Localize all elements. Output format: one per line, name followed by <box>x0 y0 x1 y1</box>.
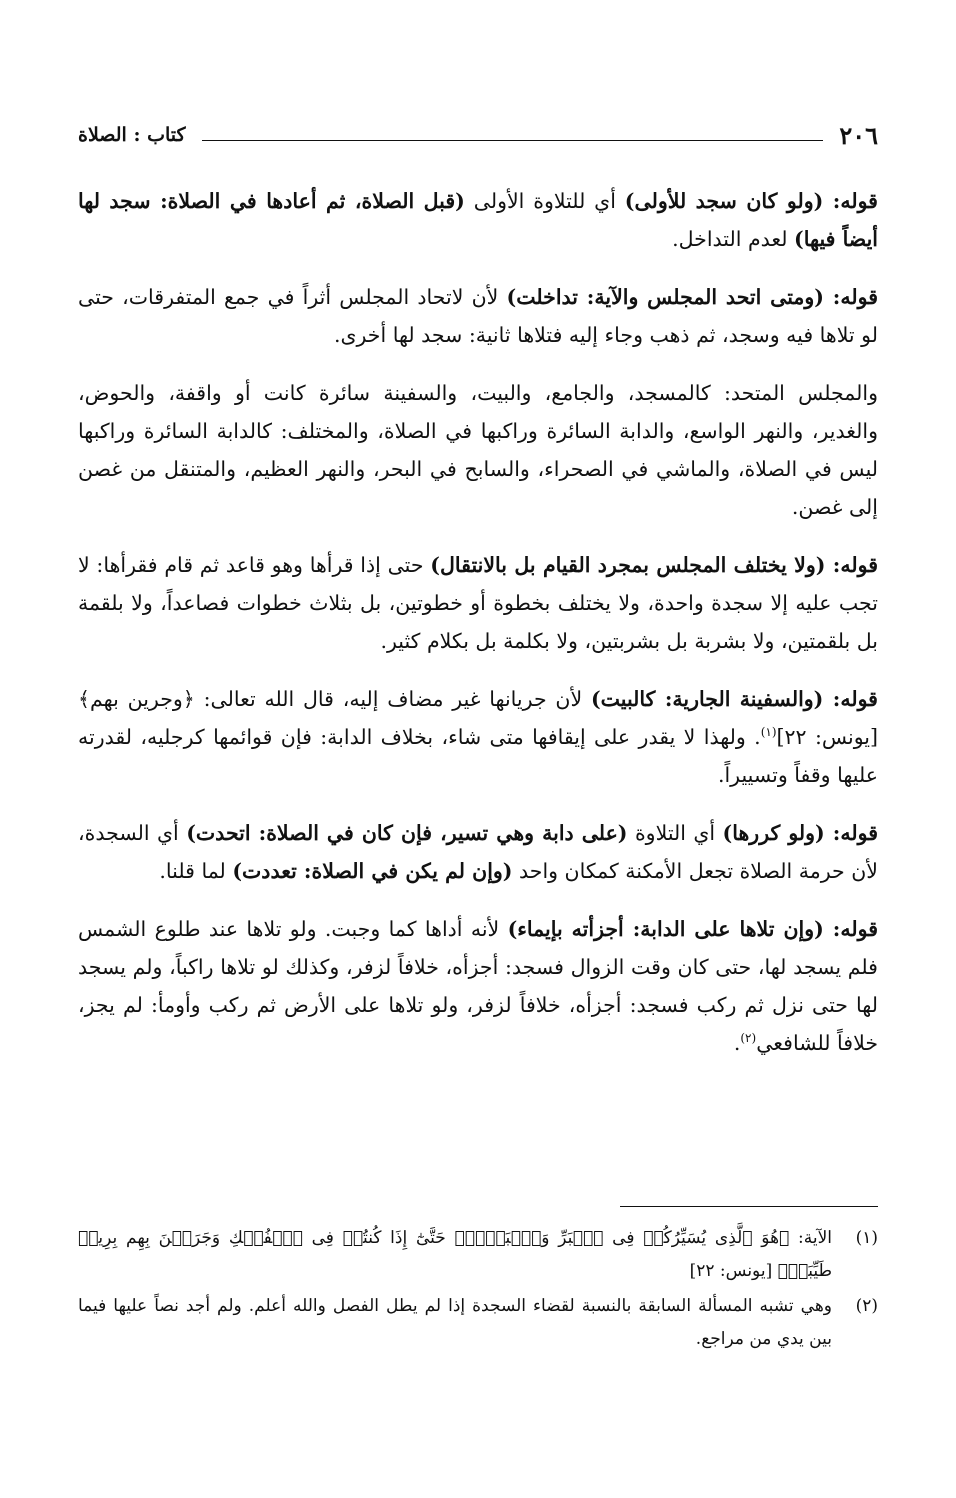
bold-text: قوله: (ولو كررها) <box>722 821 878 845</box>
paragraph <box>78 182 878 258</box>
main-text <box>78 182 878 1082</box>
text-run: . <box>733 1031 741 1055</box>
page-header <box>78 118 878 152</box>
text-run: أي السجدة، لأن حرمة الصلاة تجعل الأمكنة كمكان واحد <box>78 821 878 883</box>
footnotes <box>78 1222 878 1358</box>
footnote-item <box>78 1222 878 1288</box>
footnote-text: الآية: ﴿هُوَ ٱلَّذِى يُسَيِّرُكُمۡ فِى ٱلۡبَرِّ وَٱلۡبَحۡرِۖ حَتَّىٰٓ إِذَا كُنتُمۡ فِى ٱلۡفُلۡكِ وَجَرَيۡنَ بِهِم بِرِيحٖ طَيِّبَةٖ﴾ [يونس: ٢٢] <box>78 1228 832 1281</box>
footnote-ref: (١) <box>760 725 777 740</box>
paragraph <box>78 374 878 526</box>
book-title: كتاب : الصلاة <box>78 124 186 146</box>
bold-text: قوله: (وإن تلاها على الدابة: أجزأته بإيماء) <box>507 917 878 941</box>
text-run: لعدم التداخل. <box>672 227 795 251</box>
bold-text: قوله: (ولو كان سجد للأولى) <box>624 189 878 213</box>
footnote-text: وهي تشبه المسألة السابقة بالنسبة لقضاء السجدة إذا لم يطل الفصل والله أعلم. ولم أجد نصاً عليها فيما بين يدي من مراجع. <box>78 1296 832 1349</box>
footnote-ref: (٢) <box>740 1031 757 1046</box>
paragraph <box>78 546 878 660</box>
bold-text: (على دابة وهي تسير، فإن كان في الصلاة: اتحدت) <box>186 821 628 845</box>
text-run: لما قلنا. <box>159 859 233 883</box>
footnote-item <box>78 1290 878 1356</box>
text-run: والمجلس المتحد: كالمسجد، والجامع، والبيت، والسفينة سائرة كانت أو واقفة، والحوض، والغدير، والنهر الواسع، والدابة السائرة وراكبها في الصلاة، والمختلف: كالدابة السائرة وراكبها ليس في الصلاة، والماشي في الصحراء، والسابح في البحر، والنهر العظيم، والمتنقل من غصن إلى غصن. <box>78 381 878 519</box>
text-run: حتى إذا قرأها وهو قاعد ثم قام فقرأها: لا تجب عليه إلا سجدة واحدة، ولا يختلف بخطوة أو خطوتين، بل بثلاث خطوات فصاعداً، ولا بلقمة بل بلقمتين، ولا بشربة بل بشربتين، ولا بكلمة بل بكلام كثير. <box>78 553 878 653</box>
footnote-number: (١) <box>855 1228 878 1248</box>
bold-text: قوله: (والسفينة الجارية: كالبيت) <box>590 687 878 711</box>
text-run: أي التلاوة <box>627 821 723 845</box>
bold-text: قوله: (ومتى اتحد المجلس والآية: تداخلت) <box>506 285 879 309</box>
paragraph <box>78 910 878 1062</box>
page-number: ٢٠٦ <box>839 120 878 150</box>
bold-text: (وإن لم يكن في الصلاة: تعددت) <box>232 859 513 883</box>
paragraph <box>78 680 878 794</box>
footnote-number: (٢) <box>855 1296 878 1316</box>
text-run: أي للتلاوة الأولى <box>464 189 625 213</box>
paragraph <box>78 814 878 890</box>
header-rule <box>202 140 824 141</box>
footnote-separator <box>620 1206 878 1207</box>
bold-text: (قبل الصلاة، ثم أعادها في الصلاة: سجد لها أيضاً فيها) <box>78 189 878 251</box>
text-run: . ولهذا لا يقدر على إيقافها متى شاء، بخلاف الدابة: فإن قوائمها كرجليه، لقدرته عليها وقفاً وتسييراً. <box>78 725 878 787</box>
paragraph <box>78 278 878 354</box>
bold-text: قوله: (ولا يختلف المجلس بمجرد القيام بل بالانتقال) <box>430 553 879 577</box>
text-run: لأنه أداها كما وجبت. ولو تلاها عند طلوع الشمس فلم يسجد لها، حتى كان وقت الزوال فسجد: أجزأه، خلافاً لزفر، وكذلك لو تلاها راكباً، ولم يسجد لها حتى نزل ثم ركب فسجد: أجزأه، خلافاً لزفر، ولو تلاها على الأرض ثم ركب وأومأ: لم يجز، خلافاً للشافعي <box>78 917 878 1055</box>
text-run: لأن جريانها غير مضاف إليه، قال الله تعالى: ﴿وجرين بهم﴾ [يونس: ٢٢] <box>78 687 878 749</box>
text-run: لأن لاتحاد المجلس أثراً في جمع المتفرقات، حتى لو تلاها فيه وسجد، ثم ذهب وجاء إليه فتلاها ثانية: سجد لها أخرى. <box>78 285 878 347</box>
